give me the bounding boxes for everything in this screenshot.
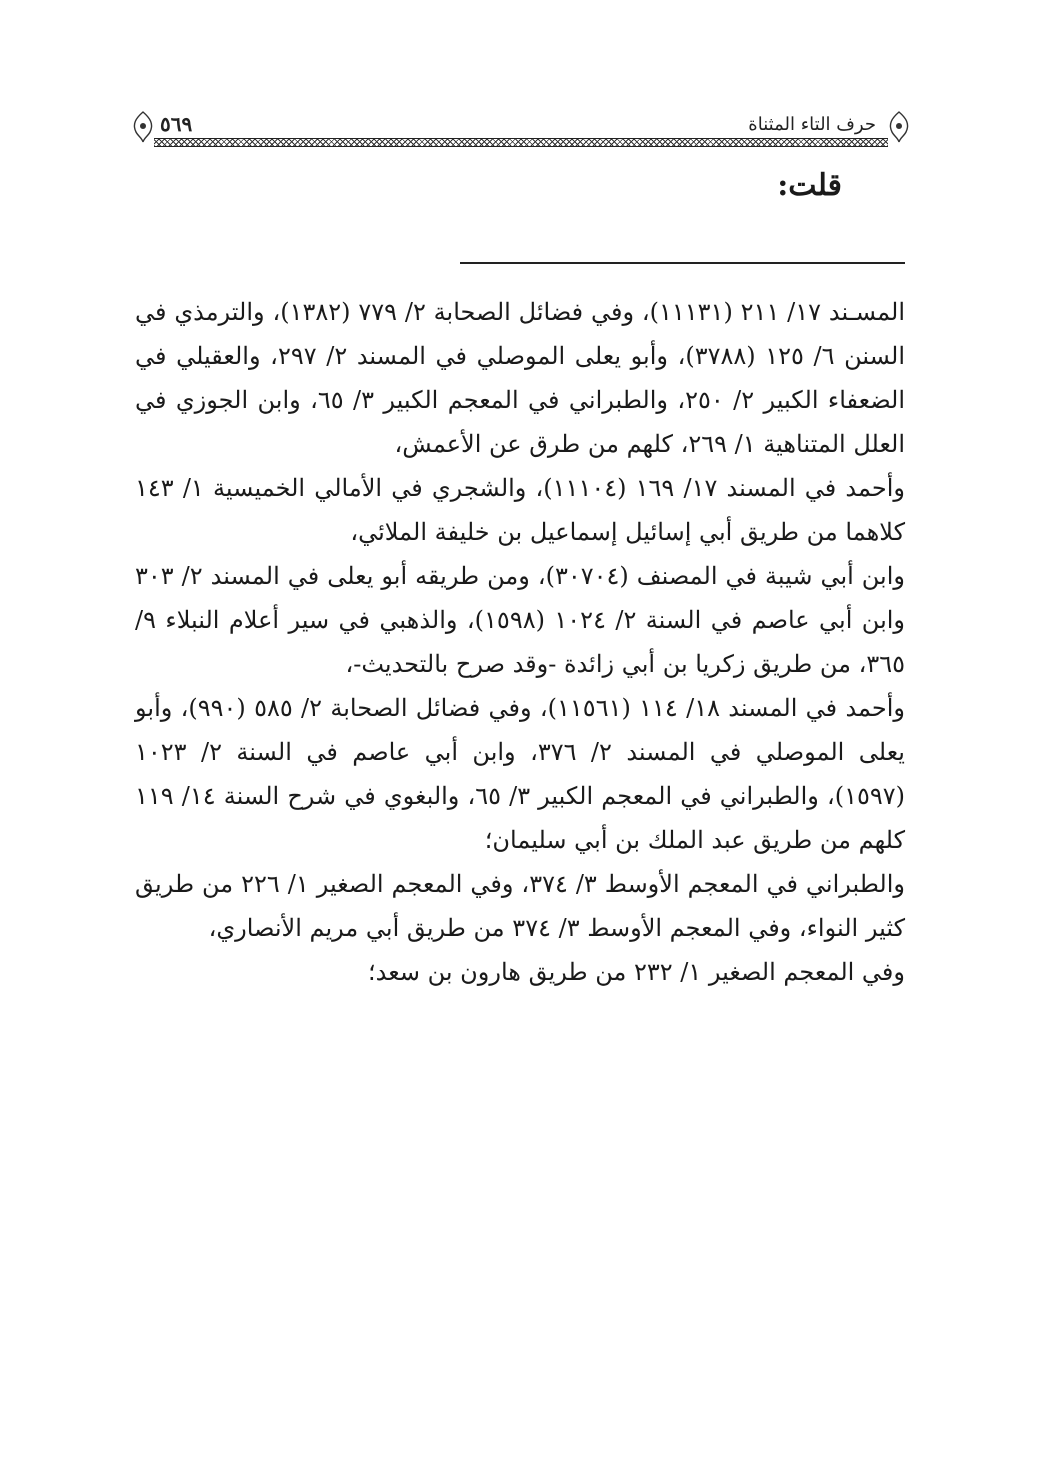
header-rule (154, 138, 888, 147)
ornament-icon (884, 110, 914, 144)
paragraph: وأحمد في المسند ١٨/ ١١٤ (١١٥٦١)، وفي فضائل الصحابة ٢/ ٥٨٥ (٩٩٠)، وأبو يعلى الموصلي في المسند ٢/ ٣٧٦، وابن أبي عاصم في السنة ٢/ ١٠٢٣ (١٥٩٧)، والطبراني في المعجم الكبير ٣/ ٦٥، والبغوي في شرح السنة ١٤/ ١١٩ كلهم من طريق عبد الملك بن أبي سليمان؛ (135, 694, 906, 854)
ornament-icon (128, 110, 158, 144)
chapter-title: حرف التاء المثناة (748, 114, 876, 135)
page-header (128, 108, 914, 148)
paragraph: المسـند ١٧/ ٢١١ (١١١٣١)، وفي فضائل الصحابة ٢/ ٧٧٩ (١٣٨٢)، والترمذي في السنن ٦/ ١٢٥ (٣٧٨٨)، وأبو يعلى الموصلي في المسند ٢/ ٢٩٧، والعقيلي في الضعفاء الكبير ٢/ ٢٥٠، والطبراني في المعجم الكبير ٣/ ٦٥، وابن الجوزي في العلل المتناهية ١/ ٢٦٩، كلهم من طرق عن الأعمش، (135, 298, 906, 458)
paragraph: وابن أبي شيبة في المصنف (٣٠٧٠٤)، ومن طريقه أبو يعلى في المسند ٢/ ٣٠٣ وابن أبي عاصم في السنة ٢/ ١٠٢٤ (١٥٩٨)، والذهبي في سير أعلام النبلاء ٩/ ٣٦٥، من طريق زكريا بن أبي زائدة -وقد صرح بالتحديث-، (135, 562, 906, 678)
footnote-text (135, 290, 905, 994)
page-number: ٥٦٩ (160, 112, 193, 136)
section-heading: قلت: (777, 168, 842, 203)
paragraph: وفي المعجم الصغير ١/ ٢٣٢ من طريق هارون بن سعد؛ (368, 958, 905, 986)
paragraph: وأحمد في المسند ١٧/ ١٦٩ (١١١٠٤)، والشجري في الأمالي الخميسية ١/ ١٤٣ كلاهما من طريق أبي إسائيل إسماعيل بن خليفة الملائي، (135, 474, 905, 546)
footnote-separator (460, 262, 905, 264)
paragraph: والطبراني في المعجم الأوسط ٣/ ٣٧٤، وفي المعجم الصغير ١/ ٢٢٦ من طريق كثير النواء، وفي المعجم الأوسط ٣/ ٣٧٤ من طريق أبي مريم الأنصاري، (135, 870, 905, 942)
